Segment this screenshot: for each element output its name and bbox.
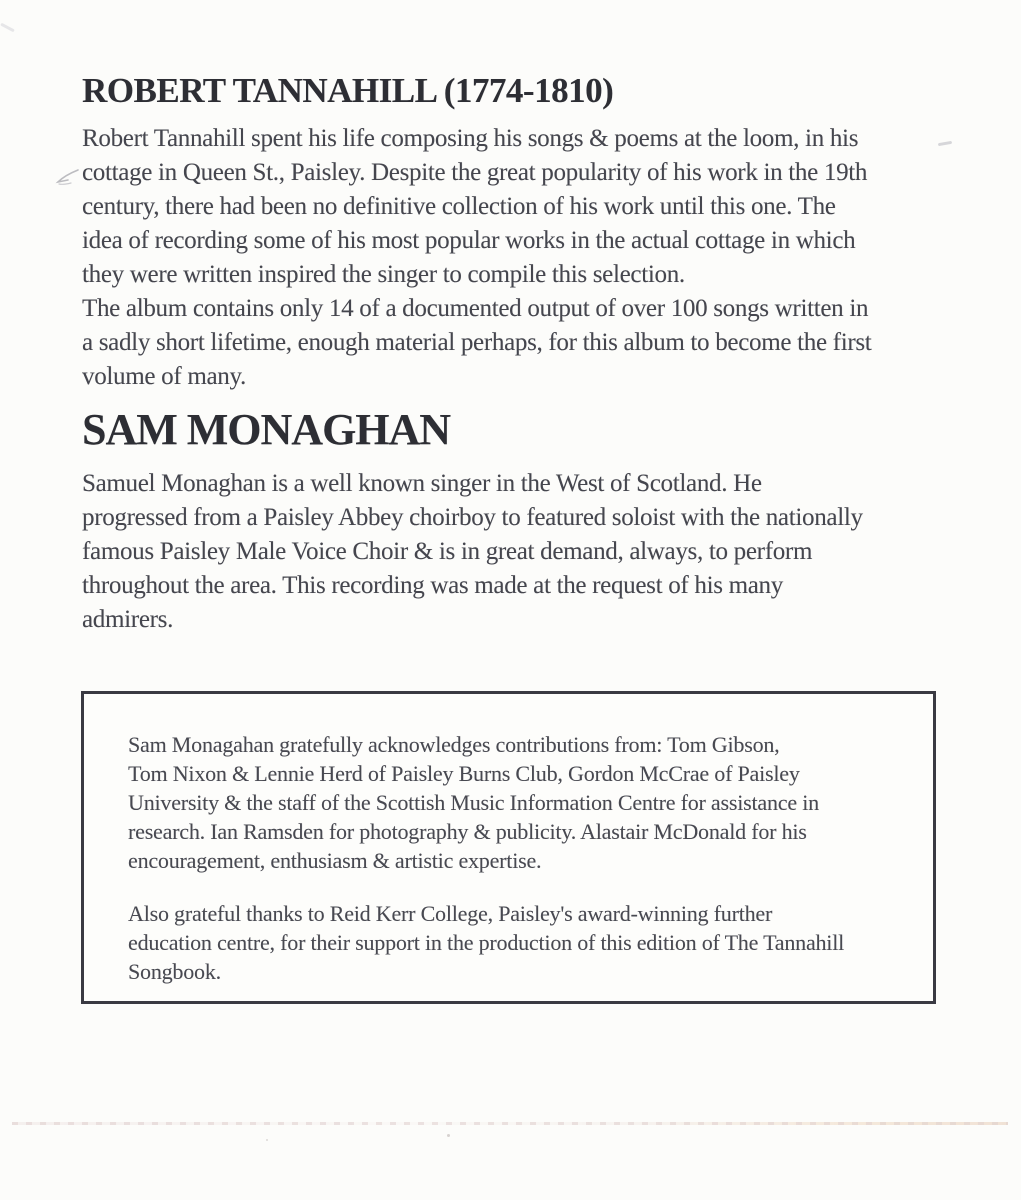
text-line: throughout the area. This recording was made at the request of his many — [82, 572, 783, 599]
scan-smudge-artifact — [938, 141, 952, 146]
tannahill-body-text — [82, 122, 871, 394]
text-line: progressed from a Paisley Abbey choirboy to featured soloist with the nationally — [82, 504, 863, 531]
text-line: Robert Tannahill spent his life composing his songs & poems at the loom, in his — [82, 125, 859, 152]
text-line: encouragement, enthusiasm & artistic expertise. — [128, 848, 542, 873]
pencil-scribble-artifact — [54, 164, 84, 194]
text-line: a sadly short lifetime, enough material perhaps, for this album to become the first — [82, 329, 872, 356]
text-line: century, there had been no definitive collection of his work until this one. The — [82, 193, 836, 220]
text-line: admirers. — [82, 606, 174, 633]
monaghan-heading: SAM MONAGHAN — [82, 405, 451, 454]
text-line: Tom Nixon & Lennie Herd of Paisley Burns Club, Gordon McCrae of Paisley — [128, 761, 800, 786]
text-line: Samuel Monaghan is a well known singer in the West of Scotland. He — [82, 470, 762, 497]
corner-smudge-artifact — [0, 23, 15, 33]
text-line: University & the staff of the Scottish Music Information Centre for assistance in — [128, 790, 819, 815]
acknowledgements-paragraph — [128, 730, 819, 875]
monaghan-body-text — [82, 467, 863, 637]
text-line: idea of recording some of his most popular works in the actual cottage in which — [82, 227, 856, 254]
thanks-paragraph — [128, 899, 844, 986]
text-line: cottage in Queen St., Paisley. Despite the great popularity of his work in the 19th — [82, 159, 868, 186]
scan-speck-artifact — [266, 1139, 268, 1141]
text-line: Also grateful thanks to Reid Kerr College, Paisley's award-winning further — [128, 901, 773, 926]
text-line: Songbook. — [128, 959, 221, 984]
text-line: volume of many. — [82, 363, 246, 390]
text-line: Sam Monagahan gratefully acknowledges contributions from: Tom Gibson, — [128, 732, 780, 757]
scan-speck-artifact — [447, 1134, 450, 1137]
text-line: The album contains only 14 of a documented output of over 100 songs written in — [82, 295, 869, 322]
text-line: famous Paisley Male Voice Choir & is in great demand, always, to perform — [82, 538, 813, 565]
text-line: they were written inspired the singer to compile this selection. — [82, 261, 685, 288]
text-line: education centre, for their support in the production of this edition of The Tannahill — [128, 930, 845, 955]
text-line: research. Ian Ramsden for photography & publicity. Alastair McDonald for his — [128, 819, 807, 844]
acknowledgements-box — [81, 691, 936, 1004]
tannahill-heading: ROBERT TANNAHILL (1774-1810) — [82, 71, 614, 110]
scan-fold-line-artifact — [12, 1122, 1008, 1125]
